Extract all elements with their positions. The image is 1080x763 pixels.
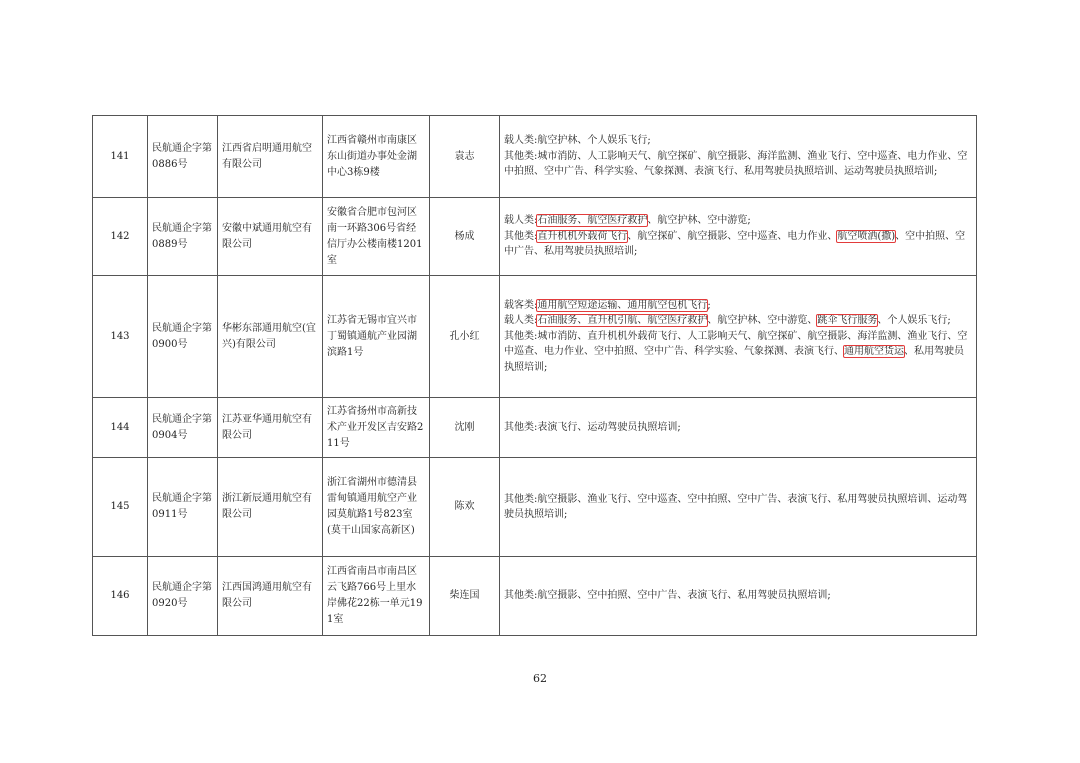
- table-row: [93, 458, 977, 557]
- scope-line: [504, 420, 972, 436]
- highlighted-scope-item: 通用航空货运: [844, 346, 904, 358]
- scope-line: [504, 492, 972, 523]
- company-name-cell: 安徽中斌通用航空有限公司: [218, 198, 323, 276]
- business-scope-cell: [500, 458, 977, 557]
- business-scope-cell: [500, 398, 977, 458]
- operator-permit-table: [92, 115, 977, 636]
- scope-text: 载人类:: [504, 315, 538, 327]
- certificate-number-cell: 民航通企字第0900号: [148, 276, 218, 398]
- certificate-number-cell: 民航通企字第0886号: [148, 116, 218, 198]
- row-number-cell: 143: [93, 276, 148, 398]
- table-row: [93, 557, 977, 636]
- certificate-number-cell: 民航通企字第0920号: [148, 557, 218, 636]
- address-cell: 江西省赣州市南康区东山街道办事处金湖中心3栋9楼: [323, 116, 430, 198]
- company-name-cell: 华彬东部通用航空(宜兴)有限公司: [218, 276, 323, 398]
- scope-line: [504, 313, 972, 329]
- scope-text: 其他类:城市消防、直升机机外载荷飞行、人工影响天气、航空探矿、航空摄影、海洋监测、渔业飞行、空中巡查、电力作业、空中拍照、空中广告、科学实验、气象探测、表演飞行、: [504, 330, 968, 358]
- scope-line: [504, 588, 972, 604]
- scope-text: 其他类:: [504, 230, 538, 242]
- scope-text: 载客类:: [504, 299, 538, 311]
- legal-representative-cell: 袁志: [430, 116, 500, 198]
- address-cell: 江苏省扬州市高新技术产业开发区吉安路211号: [323, 398, 430, 458]
- row-number-cell: 142: [93, 198, 148, 276]
- row-number-cell: 141: [93, 116, 148, 198]
- address-cell: 安徽省合肥市包河区南一环路306号省经信厅办公楼南楼1201室: [323, 198, 430, 276]
- row-number-cell: 145: [93, 458, 148, 557]
- highlighted-scope-item: 通用航空短途运输、通用航空包机飞行: [537, 299, 708, 311]
- table-row: [93, 198, 977, 276]
- company-name-cell: 江西国鸿通用航空有限公司: [218, 557, 323, 636]
- highlighted-scope-item: 石油服务、直升机引航、航空医疗救护: [537, 315, 708, 327]
- certificate-number-cell: 民航通企字第0911号: [148, 458, 218, 557]
- scope-text: 、私用驾驶员执照培训;: [504, 346, 964, 373]
- business-scope-cell: [500, 198, 977, 276]
- legal-representative-cell: 陈欢: [430, 458, 500, 557]
- row-number-cell: 144: [93, 398, 148, 458]
- highlighted-scope-item: 石油服务、航空医疗救护: [537, 215, 648, 227]
- highlighted-scope-item: 航空喷洒(撒): [837, 230, 896, 242]
- scope-line: [504, 229, 972, 260]
- address-cell: 江西省南昌市南昌区云飞路766号上里水岸佛花22栋一单元191室: [323, 557, 430, 636]
- legal-representative-cell: 孔小红: [430, 276, 500, 398]
- highlighted-scope-item: 直升机机外载荷飞行: [537, 230, 628, 242]
- company-name-cell: 浙江新辰通用航空有限公司: [218, 458, 323, 557]
- scope-line: [504, 213, 972, 229]
- table-row: [93, 276, 977, 398]
- legal-representative-cell: 杨成: [430, 198, 500, 276]
- business-scope-cell: [500, 557, 977, 636]
- row-number-cell: 146: [93, 557, 148, 636]
- table-body: [93, 116, 977, 636]
- certificate-number-cell: 民航通企字第0904号: [148, 398, 218, 458]
- scope-text: 、个人娱乐飞行;: [877, 315, 951, 327]
- scope-text: 、航空护林、空中游览、: [707, 315, 818, 327]
- scope-text: 其他类:航空摄影、空中拍照、空中广告、表演飞行、私用驾驶员执照培训;: [504, 590, 831, 602]
- address-cell: 江苏省无锡市宜兴市丁蜀镇通航产业园湖滨路1号: [323, 276, 430, 398]
- legal-representative-cell: 柴连国: [430, 557, 500, 636]
- scope-text: 、空中拍照、空中广告、私用驾驶员执照培训;: [504, 230, 966, 258]
- scope-text: 载人类:航空护林、个人娱乐飞行;: [504, 135, 651, 147]
- legal-representative-cell: 沈刚: [430, 398, 500, 458]
- scope-text: 、航空护林、空中游览;: [647, 215, 751, 227]
- business-scope-cell: [500, 276, 977, 398]
- certificate-number-cell: 民航通企字第0889号: [148, 198, 218, 276]
- scope-line: [504, 329, 972, 376]
- scope-line: [504, 298, 972, 314]
- scope-text: 、航空探矿、航空摄影、空中巡查、电力作业、: [627, 230, 838, 242]
- highlighted-scope-item: 跳伞飞行服务: [817, 315, 878, 327]
- table-row: [93, 116, 977, 198]
- scope-text: 其他类:表演飞行、运动驾驶员执照培训;: [504, 421, 681, 433]
- company-name-cell: 江苏亚华通用航空有限公司: [218, 398, 323, 458]
- scope-text: ;: [707, 299, 711, 311]
- business-scope-cell: [500, 116, 977, 198]
- page-number: 62: [533, 672, 547, 685]
- scope-text: 载人类:: [504, 215, 538, 227]
- scope-text: 其他类:城市消防、人工影响天气、航空探矿、航空摄影、海洋监测、渔业飞行、空中巡查、电力作业、空中拍照、空中广告、科学实验、气象探测、表演飞行、私用驾驶员执照培训、运动驾驶员执照培训;: [504, 150, 968, 178]
- scope-text: 其他类:航空摄影、渔业飞行、空中巡查、空中拍照、空中广告、表演飞行、私用驾驶员执照培训、运动驾驶员执照培训;: [504, 493, 968, 520]
- scope-line: [504, 133, 972, 149]
- company-name-cell: 江西省启明通用航空有限公司: [218, 116, 323, 198]
- address-cell: 浙江省湖州市德清县雷甸镇通用航空产业园莫航路1号823室(莫干山国家高新区): [323, 458, 430, 557]
- table-row: [93, 398, 977, 458]
- scope-line: [504, 149, 972, 180]
